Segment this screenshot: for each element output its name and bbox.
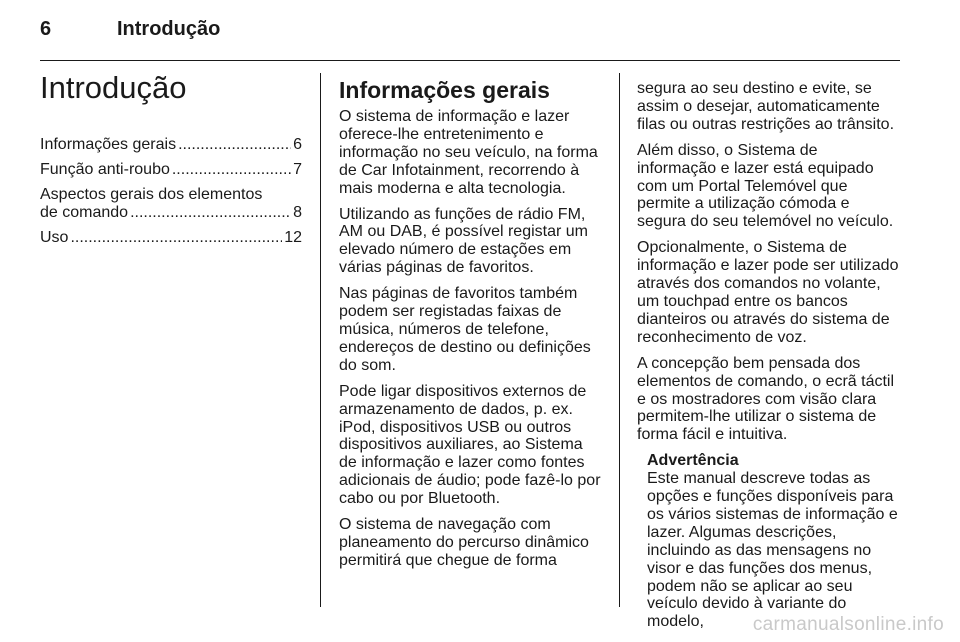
- toc-entry[interactable]: [40, 136, 302, 154]
- toc-label: de comando: [40, 203, 129, 221]
- toc-leader: [128, 204, 291, 222]
- paragraph: Opcionalmente, o Sistema de informação e lazer pode ser utilizado através dos comandos no volante, um touchpad entre os bancos dianteiros ou através do sistema de reconhecimento de voz.: [637, 239, 899, 346]
- toc-page: 12: [284, 228, 302, 246]
- header-title: Introdução: [117, 18, 221, 40]
- page-number: 6: [40, 18, 52, 40]
- header-rule: [40, 60, 900, 61]
- toc-page: 7: [293, 160, 302, 178]
- paragraph: O sistema de informação e lazer oferece-lhe entretenimento e informação no seu veículo, na forma de Car Infotainment, recorrendo à mais moderna e alta tecnologia.: [339, 108, 598, 197]
- paragraph: A concepção bem pensada dos elementos de comando, o ecrã táctil e os mostradores com visão clara permitem-lhe utilizar o sistema de forma fácil e intuitiva.: [637, 354, 895, 444]
- paragraph: segura ao seu destino e evite, se assim o desejar, automaticamente filas ou outras restrições ao trânsito.: [637, 80, 895, 133]
- warning-note: [647, 452, 901, 631]
- page-header: [40, 18, 900, 48]
- section-title: Informações gerais: [339, 77, 550, 103]
- paragraph: Pode ligar dispositivos externos de armazenamento de dados, p. ex. iPod, dispositivos USB ou outros dispositivos auxiliares, ao Sistema de informação e lazer como fontes adicionais de áudio; pode fazê-lo por cabo ou por Bluetooth.: [339, 382, 601, 508]
- watermark-text: carmanualsonline.info: [752, 614, 944, 635]
- middle-column: [339, 78, 603, 578]
- toc-leader: [176, 136, 291, 154]
- chapter-title: Introdução: [40, 70, 187, 105]
- toc-label-line1: Aspectos gerais dos elementos: [40, 185, 263, 203]
- paragraph: Além disso, o Sistema de informação e lazer está equipado com um Portal Telemóvel que permite a utilização cómoda e segura do seu telemóvel no veículo.: [637, 141, 894, 231]
- toc-entry[interactable]: [40, 161, 302, 179]
- toc-entry[interactable]: [40, 186, 302, 222]
- note-text: Este manual descreve todas as opções e funções disponíveis para os vários sistemas de informação e lazer. Algumas descrições, incluindo as das mensagens no visor e das funções dos menus, podem não se aplicar ao seu veículo devido à variante do modelo,: [647, 470, 898, 631]
- toc-page: 6: [293, 136, 302, 153]
- column-divider-2: [619, 73, 620, 607]
- right-column: [637, 80, 901, 631]
- toc-entry[interactable]: [40, 229, 302, 247]
- table-of-contents: [40, 136, 302, 247]
- paragraph: Utilizando as funções de rádio FM, AM ou DAB, é possível registar um elevado número de estações em várias páginas de favoritos.: [339, 205, 588, 277]
- left-column: [40, 70, 302, 254]
- toc-leader: [68, 229, 282, 247]
- toc-label: Função anti-roubo: [40, 160, 170, 178]
- paragraph: Nas páginas de favoritos também podem ser registadas faixas de música, números de telefone, endereços de destino ou definições do som.: [339, 285, 591, 374]
- column-divider-1: [320, 73, 321, 607]
- toc-label: Informações gerais: [40, 136, 177, 153]
- note-title: Advertência: [647, 452, 739, 470]
- paragraph: O sistema de navegação com planeamento do percurso dinâmico permitirá que chegue de forma: [339, 516, 589, 569]
- toc-leader: [170, 161, 291, 179]
- toc-label: Uso: [40, 228, 69, 246]
- toc-page: 8: [293, 203, 302, 221]
